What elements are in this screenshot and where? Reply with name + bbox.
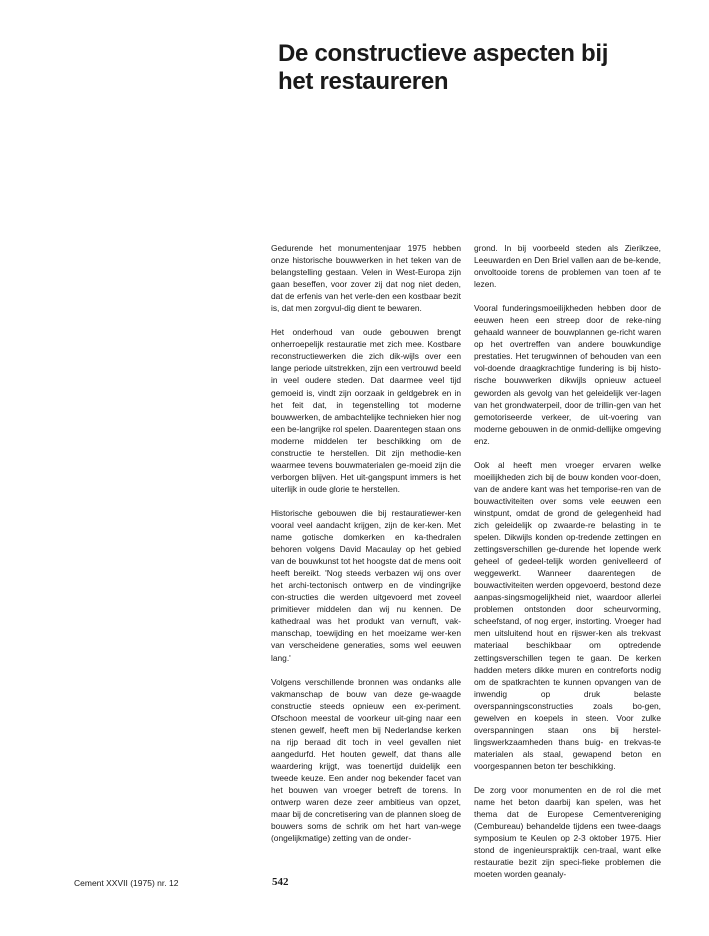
- paragraph: Gedurende het monumentenjaar 1975 hebben onze historische bouwwerken in het teken van de belangstelling gestaan. Velen in West-Europa zijn gaan beseffen, voor zover zij dat nog niet deden, dat de erfenis van het verle-den een kostbaar bezit is, dat men zorgvul-dig dient te bewaren.: [271, 243, 461, 314]
- text-column-left: [271, 242, 461, 844]
- page-number: 542: [272, 876, 289, 888]
- article-title-line-2: het restaureren: [278, 68, 449, 95]
- article-title-line-1: De constructieve aspecten bij: [278, 40, 609, 67]
- paragraph: Ook al heeft men vroeger ervaren welke moeilijkheden zich bij de bouw konden voor-doen, van de andere kant was het temporise-ren van de bouwactiviteiten over soms vele eeuwen een winstpunt, omdat de grond de gelegenheid had zich geleidelijk op zwaarde-re belasting in te spelen. Dikwijls konden op-tredende zettingen en zettingsverschillen ge-durende het lopende werk geheel of gedeel-telijk worden genivelleerd of weggewerkt. Wanneer daarentegen de bouwactiviteiten werden opgevoerd, bestond deze aanpas-singsmogelijkheid niet, waardoor allerlei problemen ontstonden door scheurvorming, scheefstand, of nog erger, instorting. Vroeger had men uitsluitend hout en rijswer-ken als trekvast materiaal beschikbaar om optredende zettingsverschillen tegen te gaan. De kerken hadden meters dikke muren en contreforts nodig om de spatkrachten te kunnen opvangen van de inwendig op druk belaste overspanningsconstructies zoals bo-gen, gewelven en koepels in steen. Voor zulke overspanningen staan ons bij herstel-lingswerkzaamheden thans buig- en trekvas-te materialen als staal, gewapend beton en voorgespannen beton ter beschikking.: [474, 459, 661, 771]
- paragraph: Vooral funderingsmoeilijkheden hebben door de eeuwen heen een streep door de reke-ning gehaald wanneer de bouwplannen ge-richt waren op het overtreffen van andere bouwkundige prestaties. Het terugwinnen of behouden van een vol-doende draagkrachtige fundering is bij histo-rische bouwwerken dikwijls opnieuw actueel geworden als gevolg van het geleidelijk ver-lagen van het grondwaterpeil, door de trillin-gen van het gemotoriseerde verkeer, de uit-voering van moderne gebouwen in de onmid-dellijke omgeving enz.: [474, 303, 661, 446]
- paragraph: De zorg voor monumenten en de rol die met name het beton daarbij kan spelen, was het thema dat de Europese Cementvereniging (Cembureau) behandelde tijdens een twee-daags symposium te Keulen op 2-3 oktober 1975. Hier stond de ingenieurspraktijk cen-traal, want elke restauratie bezit zijn speci-fieke problemen die moeten worden geanaly-: [474, 784, 661, 880]
- article-title: [278, 40, 678, 96]
- paragraph: Het onderhoud van oude gebouwen brengt onherroepelijk restauratie met zich mee. Kostbare reconstructiewerken die zich dik-wijls over een lange periode uitstrekken, zijn een vertrouwd beeld in veel oudere steden. Dat daarmee veel tijd gemoeid is, vindt zijn oorzaak in geldgebrek en in het feit dat, in tegenstelling tot moderne bouwwerken, de ambachtelijke technieken hier nog een be-langrijke rol spelen. Daarentegen staan ons moderne middelen ter beschikking om de constructie te herstellen. Dit zijn methodie-ken waarmee tevens bouwmaterialen ge-moeid zijn die verborgen blijven. Het uit-gangspunt immers is het uiterlijk in oude glorie te herstellen.: [271, 327, 461, 494]
- text-column-right: [474, 242, 661, 880]
- paragraph: Historische gebouwen die bij restauratiewer-ken vooral veel aandacht krijgen, zijn de ker-ken. Met name gotische domkerken en ka-thedralen behoren volgens David Macaulay op het gebied van de bouwkunst tot het hoogste dat de mens ooit heeft bereikt. 'Nog steeds verbazen wij ons over het archi-tectonisch ontwerp en de vindingrijke con-structies die werden uitgevoerd met zoveel primitiever middelen dan wij nu kennen. De kathedraal was het produkt van vernuft, vak-manschap, toewijding en het moeizame wer-ken van verscheidene generaties, soms wel eeuwen lang.': [271, 507, 461, 663]
- paragraph: Volgens verschillende bronnen was ondanks alle vakmanschap de bouw van deze ge-waagde constructie steeds opnieuw een ex-periment. Ofschoon meestal de voorkeur uit-ging naar een stenen gewelf, heeft men bij Nederlandse kerken na rijp beraad dit toch in veel gevallen niet aangedurfd. Het houten gewelf, dat thans alle waardering krijgt, was toenertijd duidelijk een tweede keuze. Een ander nog bekender facet van het bouwen van vroeger betreft de torens. In ontwerp waren deze zeer ambitieus van opzet, maar bij de concretisering van de plannen sloeg de bouwers soms de schrik om het hart van-wege (ongelijkmatige) zetting van de onder-: [271, 676, 461, 844]
- paragraph: grond. In bij voorbeeld steden als Zierikzee, Leeuwarden en Den Briel vallen aan de be-kende, onvoltooide torens de problemen van toen af te lezen.: [474, 243, 661, 290]
- journal-reference: Cement XXVII (1975) nr. 12: [74, 878, 179, 888]
